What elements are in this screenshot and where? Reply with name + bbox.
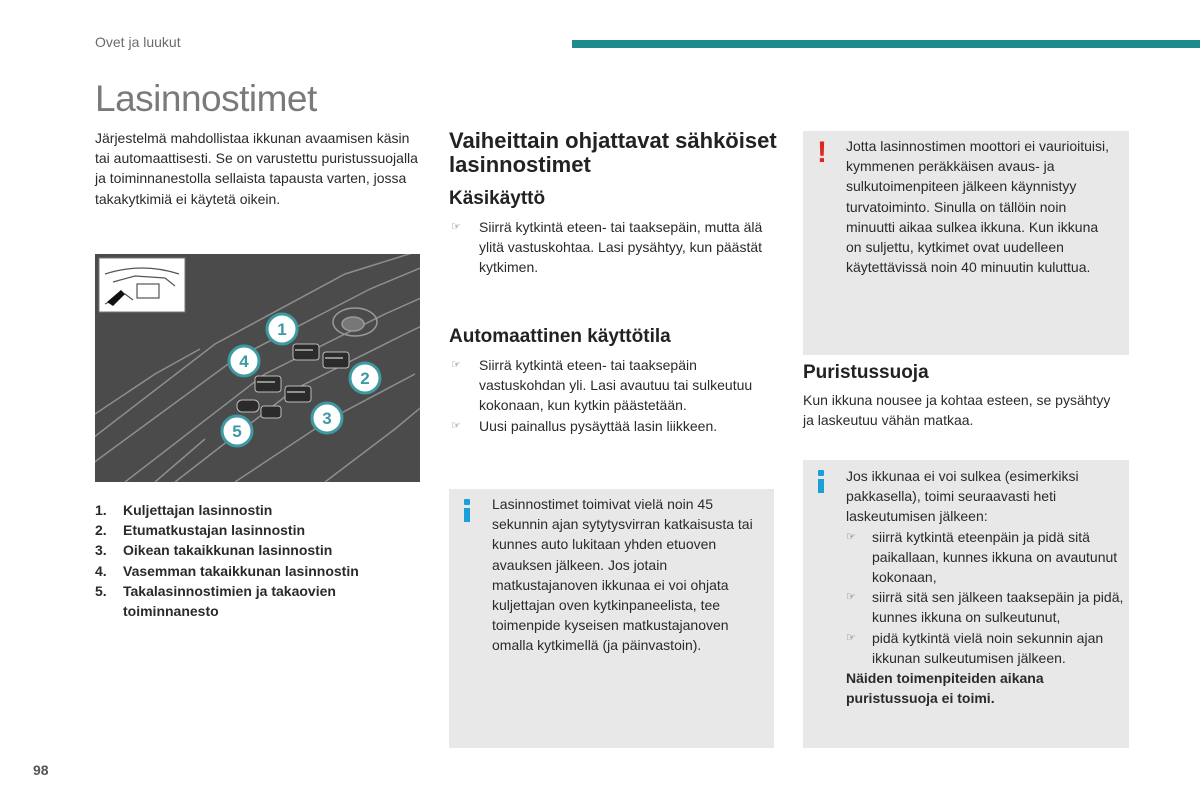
info-icon <box>464 499 470 522</box>
intro-text: Järjestelmä mahdollistaa ikkunan avaamisen käsin tai automaattisesti. Se on varustettu puristussuojalla ja toiminnanestolla sellaista tapausta varten, jossa takakytkimiä ei käytetä oikein. <box>95 130 418 207</box>
legend-item: 1. Kuljettajan lasinnostin <box>95 502 273 518</box>
bullet-item: ☞ Uusi painallus pysäyttää lasin liikkeen. <box>449 416 779 436</box>
callout-5 <box>222 416 252 446</box>
header-accent-bar <box>572 40 1200 48</box>
info-box-closing <box>803 460 1129 748</box>
legend-item: 4. Vasemman takaikkunan lasinnostin <box>95 562 359 579</box>
legend-item: 2. Etumatkustajan lasinnostin <box>95 522 306 539</box>
bullet-icon: ☞ <box>846 631 856 644</box>
info-text: Lasinnostimet toimivat vielä noin 45 sekunnin ajan sytytysvirran katkaisusta tai kunnes auto lukitaan yhden etuoven avauksen jälkeen. Jos jotain matkustajanoven ikkunaa ei voi ohjata kuljettajan oven kytkinpaneelista, tee toimenpide kyseisen matkustajanoven omalla kytkimellä (ja päinvastoin). <box>492 496 753 654</box>
pinch-heading: Puristussuoja <box>803 362 929 383</box>
legend-list <box>95 500 425 621</box>
step-item: ☞ siirrä sitä sen jälkeen taaksepäin ja pidä, kunnes ikkuna on sulkeutunut, <box>846 587 1126 627</box>
window-switch-illustration <box>95 254 420 482</box>
auto-bullets <box>449 355 779 436</box>
legend-item: 3. Oikean takaikkunan lasinnostin <box>95 542 333 559</box>
section-heading: Vaiheittain ohjattavat sähköiset lasinnostimet <box>449 128 777 177</box>
info-icon <box>818 470 824 493</box>
page-number: 98 <box>33 762 49 778</box>
callout-2 <box>350 363 380 393</box>
info-note: Näiden toimenpiteiden aikana puristussuoja ei toimi. <box>846 670 1044 707</box>
callout-3 <box>312 403 342 433</box>
step-item: ☞ pidä kytkintä vielä noin sekunnin ajan ikkunan sulkeutumisen jälkeen. <box>846 628 1126 668</box>
section-title: Ovet ja luukut <box>95 34 181 50</box>
switch-panel-drawing <box>95 254 420 482</box>
callout-1 <box>267 314 297 344</box>
info-intro: Jos ikkunaa ei voi sulkea (esimerkiksi pakkasella), toimi seuraavasti heti laskeutumisen jälkeen: <box>846 468 1079 525</box>
info-box-timing <box>449 489 774 748</box>
bullet-icon: ☞ <box>846 530 856 543</box>
svg-text:1: 1 <box>277 320 287 339</box>
exclamation-icon: ! <box>817 136 827 169</box>
svg-text:3: 3 <box>322 409 332 428</box>
warning-text: Jotta lasinnostimen moottori ei vaurioituisi, kymmenen peräkkäisen avaus- ja sulkutoimenpiteen jälkeen käynnistyy turvatoiminto. Sinulla on tällöin noin minuutti aikaa sulkea ikkuna. Kun ikkuna on suljettu, kytkimet ovat uudelleen käytettävissä noin 40 minuutin kuluttua. <box>846 138 1110 276</box>
auto-heading: Automaattinen käyttötila <box>449 326 671 347</box>
callout-4 <box>229 346 259 376</box>
warning-box <box>803 131 1129 355</box>
manual-bullets <box>449 217 779 278</box>
pinch-text: Kun ikkuna nousee ja kohtaa esteen, se pysähtyy ja laskeutuu vähän matkaa. <box>803 392 1111 429</box>
manual-heading: Käsikäyttö <box>449 188 546 209</box>
step-item: ☞ siirrä kytkintä eteenpäin ja pidä sitä paikallaan, kunnes ikkuna on avautunut kokonaan, <box>846 527 1126 588</box>
svg-text:5: 5 <box>232 422 242 441</box>
bullet-item: ☞ Siirrä kytkintä eteen- tai taaksepäin vastuskohdan yli. Lasi avautuu tai sulkeutuu kokonaan, kun kytkin päästetään. <box>449 355 779 416</box>
svg-text:2: 2 <box>360 369 370 388</box>
svg-text:4: 4 <box>239 352 249 371</box>
bullet-icon: ☞ <box>451 221 461 233</box>
page-title: Lasinnostimet <box>95 78 317 119</box>
bullet-icon: ☞ <box>451 359 461 371</box>
legend-item: 5. Takalasinnostimien ja takaovien toiminnanesto <box>95 582 336 620</box>
bullet-icon: ☞ <box>451 419 461 432</box>
bullet-icon: ☞ <box>846 591 856 604</box>
bullet-item: ☞ Siirrä kytkintä eteen- tai taaksepäin, mutta älä ylitä vastuskohtaa. Lasi pysähtyy, kun päästät kytkimen. <box>449 217 779 278</box>
